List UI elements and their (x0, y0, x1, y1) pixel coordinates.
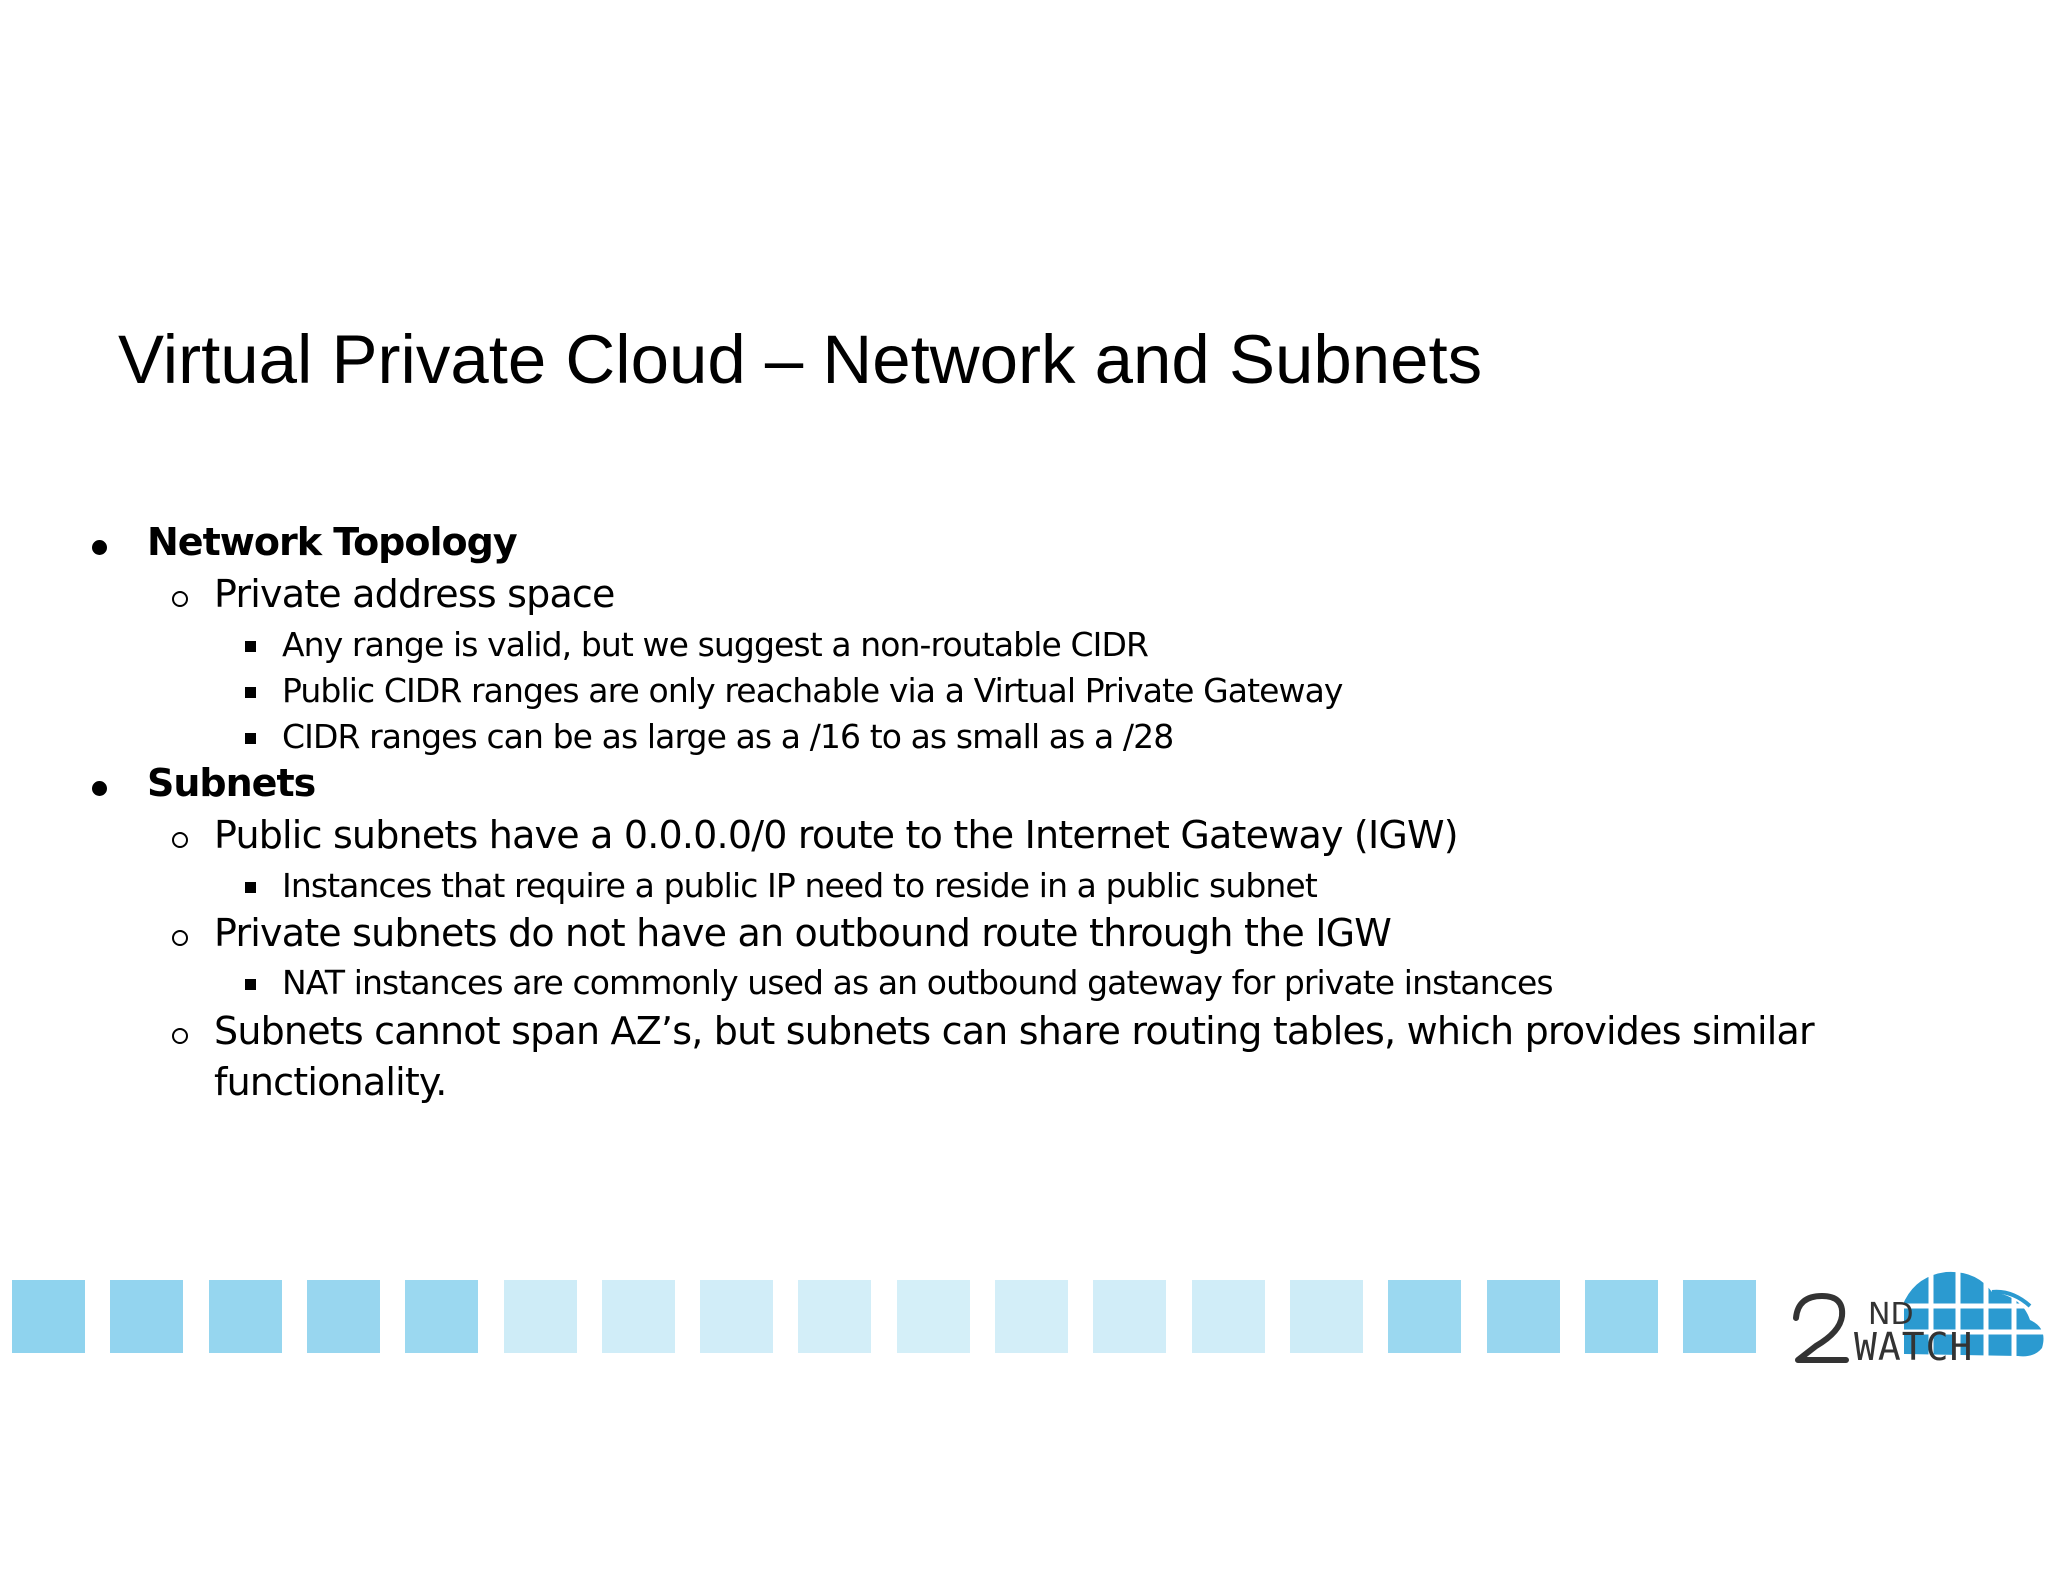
decorative-tile (405, 1280, 478, 1353)
list-item-continuation: functionality. (214, 1060, 447, 1104)
bullet-circle-icon (172, 832, 188, 848)
decorative-tile (110, 1280, 183, 1353)
list-item: Public subnets have a 0.0.0.0/0 route to the Internet Gateway (IGW) (214, 813, 1458, 857)
list-subitem: Instances that require a public IP need to reside in a public subnet (282, 866, 1317, 905)
list-subitem: Any range is valid, but we suggest a non-routable CIDR (282, 625, 1148, 664)
decorative-tile (1585, 1280, 1658, 1353)
bullet-square-icon (245, 687, 256, 698)
list-item: Subnets cannot span AZ’s, but subnets can share routing tables, which provides similar (214, 1009, 1814, 1053)
decorative-tile (602, 1280, 675, 1353)
decorative-tile (1093, 1280, 1166, 1353)
bullet-square-icon (245, 882, 256, 893)
decorative-tile (1388, 1280, 1461, 1353)
list-subitem: NAT instances are commonly used as an outbound gateway for private instances (282, 963, 1553, 1002)
bullet-square-icon (245, 641, 256, 652)
bullet-circle-icon (172, 591, 188, 607)
decorative-tile (1290, 1280, 1363, 1353)
list-subitem: CIDR ranges can be as large as a /16 to as small as a /28 (282, 717, 1174, 756)
bullet-square-icon (245, 979, 256, 990)
logo-watch-text: WATCH (1854, 1325, 1974, 1369)
bullet-disc-icon (92, 540, 107, 555)
2nd-watch-logo (1786, 1262, 2048, 1392)
decorative-tile (995, 1280, 1068, 1353)
bullet-circle-icon (172, 930, 188, 946)
decorative-tile (798, 1280, 871, 1353)
decorative-tile (1192, 1280, 1265, 1353)
decorative-tile (897, 1280, 970, 1353)
section-heading-subnets: Subnets (147, 761, 316, 805)
bullet-disc-icon (92, 781, 107, 796)
footer-band (0, 1262, 2048, 1392)
decorative-tile (1683, 1280, 1756, 1353)
list-item: Private address space (214, 572, 615, 616)
decorative-tile (700, 1280, 773, 1353)
bullet-square-icon (245, 733, 256, 744)
bullet-circle-icon (172, 1028, 188, 1044)
decorative-tile (504, 1280, 577, 1353)
logo-two-mark (1796, 1296, 1846, 1360)
decorative-tile (307, 1280, 380, 1353)
list-subitem: Public CIDR ranges are only reachable via a Virtual Private Gateway (282, 671, 1343, 710)
logo-nd-text: ND (1868, 1297, 1914, 1332)
decorative-tile (1487, 1280, 1560, 1353)
section-heading-network-topology: Network Topology (147, 520, 517, 564)
list-item: Private subnets do not have an outbound route through the IGW (214, 911, 1392, 955)
decorative-tile (12, 1280, 85, 1353)
decorative-tile (209, 1280, 282, 1353)
slide-title: Virtual Private Cloud – Network and Subnets (118, 321, 1483, 398)
